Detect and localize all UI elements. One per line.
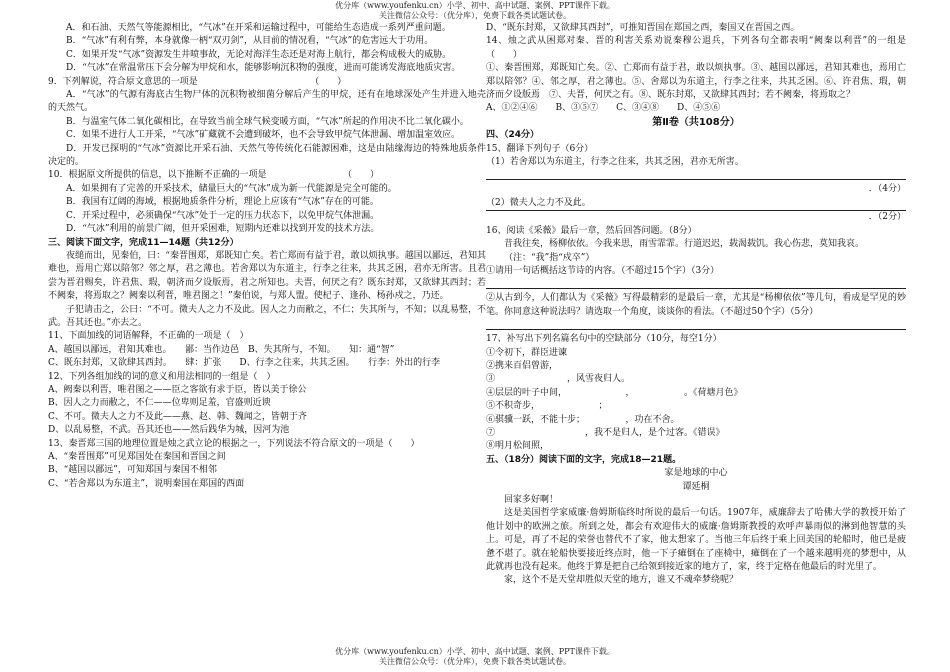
poem-text: 昔我往矣，杨柳依依。今我来思，雨雪霏霏。行道迟迟，载渴载饥。我心伤悲，莫知我哀。 xyxy=(504,239,865,250)
q13-option-d: D、“既东封郑，又欲肆其西封”，可推知晋国在郑国之西，秦国又在晋国之西。 xyxy=(486,23,800,33)
q10-option-a: A．如果拥有了完善的开采技术，储量巨大的“气冰”成为新一代能源是完全可能的。 xyxy=(66,183,397,194)
poem-note: （注：“我”指“戍卒”） xyxy=(504,252,595,263)
q17-line-4: ④层层的叶子中间， ， 。《荷塘月色》 xyxy=(486,387,743,398)
q13-option-b: B、“越国以鄙远”，可知郑国与秦国不相邻 xyxy=(48,465,217,476)
left-column xyxy=(48,22,486,491)
q17-line-8: ⑧明月松间照， xyxy=(486,441,550,452)
q17-line-6: ⑥骐骥一跃，不能十步； ，功在不舍。 xyxy=(486,414,680,425)
answer-line[interactable] xyxy=(486,320,906,330)
essay-paragraph-2: 这是美国哲学家威廉·詹姆斯临终时所说的最后一句话。1907年，威廉辞去了哈佛大学的教授开始了他计划中的欧洲之旅。所到之处，都会有欢迎伟大的威廉·詹姆斯教授的欢呼声暴雨似的淋到他智慧的头上。可是，再了不起的荣誉也替代不了家，他太想家了。当他三年后终于乘上回美国的轮船时，他已是疲惫不堪了。就在轮船快要接近终点时，他一下子瘫倒在了座椅中，瘫倒在了一个越来越明亮的梦想中，从此就再也没有起来。他终于算是把自己给领到接近家的地方了，家，终于定格在他最后的时光里了。 xyxy=(486,508,906,573)
q17-stem: 17、补写出下列名篇名句中的空缺部分（10分，每空1分） xyxy=(486,334,722,345)
q12-stem: 12、下列各组加线的词的意义和用法相同的一组是（ ） xyxy=(48,371,276,382)
q16-1: ①请用一句话概括这节诗的内容。（不超过15个字）（3分） xyxy=(486,265,720,276)
answer-line[interactable] xyxy=(486,170,906,180)
q11-options-cd: C、既东封郑，又欲肆其西封。 肆：扩张 D、行李之往来，共其乏困。 行李：外出的行李 xyxy=(48,358,441,369)
q13-stem: 13、秦晋郑三国的地理位置是烛之武立论的根据之一，下列说法不符合原文的一项是（ ） xyxy=(48,438,420,449)
q8-option-c: C．如果开发“气冰”资源发生井喷事故，无论对海洋生态还是对海上航行，都会构成极大的威胁。 xyxy=(66,49,452,60)
q14-items: ①、秦晋围郑，郑既知亡矣。②、亡郑而有益于君，敢以烦执事。③、越国以鄙远，君知其难也，焉用亡郑以陪邻？④、邻之厚，君之薄也。⑤、舍郑以为东道主，行李之往来，共其乏困。⑥、许君焦、瑕，朝济而夕设版焉 ⑦、夫晋，何厌之有。⑧、既东封郑，又欲肆其西封；若不阙秦，将焉取之？ xyxy=(486,63,906,101)
essay-paragraph-1: 回家多好啊！ xyxy=(504,495,559,505)
q12-option-c: C、不可。微夫人之力不及此——燕、赵、韩、魏闻之，皆朝于齐 xyxy=(48,411,307,422)
q12-option-b: B、因人之力而敝之，不仁——位卑则足羞，官盛则近谀 xyxy=(48,398,271,409)
q13-option-c: C、“若舍郑以为东道主”，说明秦国在郑国的西面 xyxy=(48,478,245,489)
q14-options: A、①②④⑥ B、③⑤⑦ C、③④⑧ D、④⑤⑥ xyxy=(486,103,721,114)
q17-line-2: ②携来百侣曾游， xyxy=(486,360,559,371)
essay-title: 家是地球的中心 xyxy=(664,468,728,479)
q10-option-b: B．我国有辽阔的海域，根据地质条件分析，理论上应该有“气冰”存在的可能。 xyxy=(66,197,379,208)
q9-option-b: B．与温室气体二氧化碳相比，在导致当前全球气候变暖方面，“气冰”所起的作用决不比二氧化碳小。 xyxy=(66,116,469,127)
q8-option-d: D．“气冰”在常温常压下会分解为甲烷和水，能够影响沉积物的强度，进而可能诱发海底地质灾害。 xyxy=(66,63,461,74)
q15-1-score: ．（4分） xyxy=(868,184,906,195)
q15-1: （1）若舍郑以为东道主，行李之往来，共其乏困，君亦无所害。 xyxy=(486,157,744,168)
q16-stem: 16、阅读《采薇》最后一章，然后回答问题。（8分） xyxy=(486,225,697,236)
q9-option-d: D．开发已探明的“气冰”资源比开采石油、天然气等传统化石能源困难，这是由陆缘海边的特殊地质条件决定的。 xyxy=(48,143,486,168)
q14-stem: 14、烛之武从困郑对秦、晋的利害关系劝说秦穆公退兵，下列各句全都表明“阙秦以利晋”的一组是（ ） xyxy=(486,36,906,60)
q9-option-a: A．“气冰”的气源有海底古生物尸体的沉积物被细菌分解后产生的甲烷，还有在地球深处产生并进入地壳的天然气。 xyxy=(48,90,486,114)
section-5-heading: 五、（18分）阅读下面的文字，完成18—21题。 xyxy=(486,454,682,465)
q11-options-ab: A、越国以鄙远，君知其难也。 鄙：当作边邑 B、失其所与，不知。 知：通“智” xyxy=(48,344,395,355)
q10-option-d: D．“气冰”利用的前景广阔，但开采困难，短期内还难以找到开发的技术方法。 xyxy=(66,224,380,235)
header-line-2: 关注微信公众号：（优分库），免费下载各类试题试卷。 xyxy=(379,11,571,20)
section-4-heading: 四、（24分） xyxy=(486,130,540,141)
q13-option-a: A、“秦晋围郑”可见郑国处在秦国和晋国之间 xyxy=(48,452,226,462)
q15-2: （2）微夫人之力不及此。 xyxy=(486,197,591,208)
q12-option-a: A、阙秦以利晋，唯君图之——臣之客欲有求于臣，皆以美于徐公 xyxy=(48,384,307,395)
classical-passage-1: 夜缒而出，见秦伯，曰：“秦晋围郑，郑既知亡矣。若亡郑而有益于君，敢以烦执事。越国以鄙远，君知其难也，焉用亡郑以陪邻？邻之厚，君之薄也。若舍郑以为东道主，行李之往来，共其乏困，君亦无所害。且君尝为晋君赐矣，许君焦、瑕，朝济而夕设版焉，君之所知也。夫晋，何厌之有？既东封郑，又欲肆其西封；若不阙秦，将焉取之？阙秦以利晋，唯君图之！”秦伯说，与郑人盟。使杞子、逢孙、杨孙戍之，乃还。 xyxy=(48,250,486,302)
q9-option-c: C．如果不进行人工开采，“气冰”矿藏就不会遭到破坏，也不会导致甲烷气体泄漏、增加温室效应。 xyxy=(66,130,461,141)
essay-author: 谭延桐 xyxy=(682,481,710,492)
q10-option-c: C．开采过程中，必须确保“气冰”处于一定的压力状态下，以免甲烷气体泄漏。 xyxy=(66,210,380,221)
q10-stem: 10．根据原文所提供的信息，以下推断不正确的一项是 （ ） xyxy=(48,170,379,181)
section-3-heading: 三、阅读下面文字，完成11—14题（共12分） xyxy=(48,237,239,248)
q8-option-a: A．和石油、天然气等能源相比，“气冰”在开采和运输过程中，可能给生态造成一系列严重问题。 xyxy=(66,23,451,33)
q17-line-3: ③ ，风雪夜归人。 xyxy=(486,374,631,385)
part-2-heading: 第Ⅱ卷（共108分） xyxy=(652,116,740,128)
page-footer xyxy=(0,647,950,667)
footer-line-1: 优分库（www.youfenku.cn）小学、初中、高中试题、案例、PPT课件下载。 xyxy=(335,647,615,656)
q12-option-d: D、以乱易整，不武。吾其还也——然后践华为城，因河为池 xyxy=(48,425,290,436)
classical-passage-2: 子犯请击之，公曰：“不可。微夫人之力不及此。因人之力而敝之，不仁；失其所与，不知；以乱易整，不武。吾其还也。”亦去之。 xyxy=(48,304,486,328)
q11-stem: 11、下面加线的词语解释，不正确的一项是（ ） xyxy=(48,331,249,342)
footer-line-2: 关注微信公众号：（优分库），免费下载各类试题试卷。 xyxy=(379,657,571,666)
q17-line-5: ⑤不积奇步， ； xyxy=(486,401,608,412)
q15-stem: 15、翻译下列句子（6分） xyxy=(486,143,594,154)
page-header xyxy=(0,1,950,21)
q16-2: ②从古到今，人们都认为《采薇》写得最精彩的是最后一章，尤其是“杨柳依依”等几句，看成是罕见的妙笔。你同意这种说法吗？请选取一个角度，谈谈你的看法。（不超过50个字）（5分） xyxy=(486,293,906,317)
q15-2-score: ．（2分） xyxy=(486,210,906,224)
q8-option-b: B．“气冰”有利有弊，本身就像一柄“双刃剑”，从目前的情况看，“气冰”的危害远大于功用。 xyxy=(66,36,434,47)
header-line-1: 优分库（www.youfenku.cn）小学、初中、高中试题、案例、PPT课件下载。 xyxy=(335,1,615,10)
q17-line-1: ①令初下，群臣进谏 xyxy=(486,347,568,358)
right-column xyxy=(486,22,906,588)
answer-line[interactable] xyxy=(486,279,906,289)
q9-stem: 9．下列解说，符合原文意思的一项是 （ ） xyxy=(48,76,347,87)
q17-line-7: ⑦ ，我不是归人，是个过客。《错误》 xyxy=(486,427,725,438)
essay-paragraph-3: 家，这个不是天堂却胜似天堂的地方，谁又不魂牵梦绕呢？ xyxy=(504,575,739,586)
